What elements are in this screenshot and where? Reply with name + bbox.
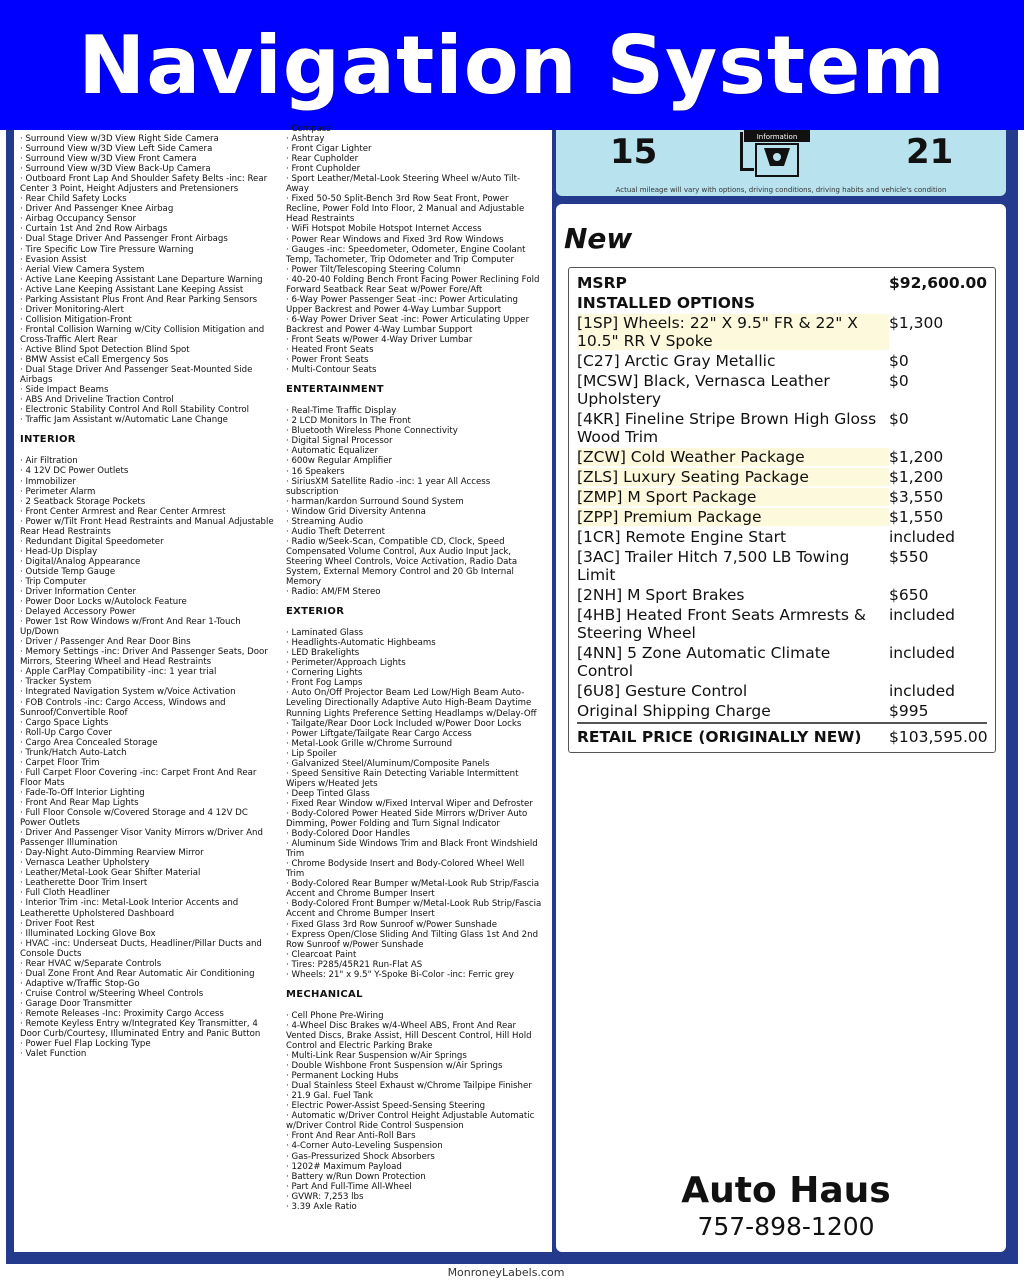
option-row (577, 644, 987, 680)
feature-item: · Dual Stage Driver And Passenger Seat-Mounted Side Airbags (20, 365, 253, 386)
feature-item: · Dual Stage Driver And Passenger Front Airbags (20, 234, 228, 245)
feature-item: · Driver Foot Rest (20, 918, 95, 929)
feature-item: · Vernasca Leather Upholstery (20, 858, 150, 869)
feature-item: · Front Seats w/Power 4-Way Driver Lumbar (286, 334, 473, 345)
feature-item: · Audio Theft Deterrent (286, 526, 385, 537)
option-row (577, 586, 987, 604)
feature-item: · Lip Spoiler (286, 748, 337, 759)
option-row (577, 702, 987, 720)
feature-item: · Real-Time Traffic Display (286, 406, 397, 417)
feature-item: · Battery w/Run Down Protection (286, 1171, 426, 1182)
feature-item: · 4 12V DC Power Outlets (20, 466, 129, 477)
features-column-1 (20, 134, 276, 1059)
feature-item: · Fixed 50-50 Split-Bench 3rd Row Seat Front, Power Recline, Power Fold Into Floor, 2 Manual and Adjustable Head Restraints (286, 194, 525, 225)
dealer-name: Auto Haus (681, 1170, 891, 1211)
retail-value: $103,595.00 (889, 728, 988, 746)
safety-list (20, 134, 276, 425)
feature-item: · Electronic Stability Control And Roll Stability Control (20, 405, 250, 416)
feature-item: · Illuminated Locking Glove Box (20, 928, 156, 939)
feature-item: · Gauges -inc: Speedometer, Odometer, Engine Coolant Temp, Tachometer, Trip Odometer and Trip Computer (286, 244, 526, 265)
feature-item: · Power Fuel Flap Locking Type (20, 1039, 151, 1050)
feature-item: · Frontal Collision Warning w/City Collision Mitigation and Cross-Traffic Alert Rear (20, 324, 265, 345)
option-price: $1,200 (889, 448, 944, 466)
feature-item: · Compass (286, 124, 331, 134)
feature-item: · Deep Tinted Glass (286, 788, 370, 799)
feature-item: · Driver Monitoring-Alert (20, 304, 124, 315)
feature-item: · Express Open/Close Sliding And Tilting Glass 1st And 2nd Row Sunroof w/Power Sunshade (286, 929, 539, 950)
feature-item: · Power Front Seats (286, 355, 369, 366)
feature-item: · Automatic Equalizer (286, 446, 378, 457)
option-price: $0 (889, 352, 909, 370)
feature-item: · 2 LCD Monitors In The Front (286, 416, 411, 427)
option-row (577, 352, 987, 370)
feature-item: · Cargo Space Lights (20, 717, 109, 728)
feature-item: · Surround View w/3D View Right Side Camera (20, 134, 219, 144)
feature-item: · 6-Way Power Driver Seat -inc: Power Articulating Upper Backrest and Power 4-Way Lumbar Support (286, 314, 530, 335)
options-list (577, 314, 987, 720)
feature-item: · HVAC -inc: Underseat Ducts, Headliner/Pillar Ducts and Console Ducts (20, 938, 262, 959)
pricing-panel (556, 204, 1006, 1252)
feature-item: · Day-Night Auto-Dimming Rearview Mirror (20, 848, 204, 859)
feature-item: · Perimeter Alarm (20, 486, 96, 497)
feature-item: · Multi-Contour Seats (286, 365, 377, 376)
feature-item: · Curtain 1st And 2nd Row Airbags (20, 224, 168, 235)
feature-item: · Memory Settings -inc: Driver And Passenger Seats, Door Mirrors, Steering Wheel and Head Restraints (20, 647, 268, 668)
feature-item: · Trunk/Hatch Auto-Latch (20, 747, 127, 758)
feature-item: · Galvanized Steel/Aluminum/Composite Panels (286, 758, 490, 769)
feature-item: · 40-20-40 Folding Bench Front Facing Power Reclining Fold Forward Seatback Rear Seat w/Power Fore/Aft (286, 274, 540, 295)
option-price: included (889, 682, 955, 700)
option-row (577, 314, 987, 350)
feature-item: · Interior Trim -inc: Metal-Look Interior Accents and Leatherette Upholstered Dashboard (20, 898, 239, 919)
msrp-label: MSRP (577, 274, 627, 292)
feature-item: · Streaming Audio (286, 516, 364, 527)
feature-item: · Multi-Link Rear Suspension w/Air Springs (286, 1051, 467, 1062)
feature-item: · Chrome Bodyside Insert and Body-Colored Wheel Well Trim (286, 859, 525, 880)
feature-item: · Body-Colored Front Bumper w/Metal-Look Rub Strip/Fascia Accent and Chrome Bumper Insert (286, 899, 542, 920)
feature-item: · Cell Phone Pre-Wiring (286, 1010, 384, 1021)
option-label: [1SP] Wheels: 22" X 9.5" FR & 22" X 10.5" RR V Spoke (577, 314, 889, 350)
interior-cont-list (286, 124, 542, 375)
feature-item: · Full Floor Console w/Covered Storage and 4 12V DC Power Outlets (20, 808, 248, 829)
feature-item: · Heated Front Seats (286, 345, 374, 356)
feature-item: · ABS And Driveline Traction Control (20, 395, 174, 406)
option-price: $0 (889, 410, 909, 428)
feature-item: · Remote Keyless Entry w/Integrated Key Transmitter, 4 Door Curb/Courtesy, Illuminated Entry and Panic Button (20, 1019, 261, 1040)
msrp-value: $92,600.00 (889, 274, 988, 292)
feature-item: · Cargo Area Concealed Storage (20, 737, 158, 748)
option-label: [4KR] Fineline Stripe Brown High Gloss Wood Trim (577, 410, 877, 446)
option-price: $650 (889, 586, 929, 604)
condition-label: New (564, 222, 633, 255)
fuel-economy-box (556, 130, 1006, 196)
feature-item: · Radio: AM/FM Stereo (286, 587, 381, 598)
feature-item: · Cornering Lights (286, 668, 363, 679)
feature-item: · SiriusXM Satellite Radio -inc: 1 year All Access subscription (286, 476, 491, 497)
feature-item: · Driver And Passenger Visor Vanity Mirrors w/Driver And Passenger Illumination (20, 828, 263, 849)
feature-item: · Full Carpet Floor Covering -inc: Carpet Front And Rear Floor Mats (20, 767, 257, 788)
option-label: [C27] Arctic Gray Metallic (577, 352, 776, 370)
feature-item: · Dual Stainless Steel Exhaust w/Chrome Tailpipe Finisher (286, 1081, 532, 1092)
highway-mpg: 21 (906, 132, 954, 172)
feature-item: · Double Wishbone Front Suspension w/Air Springs (286, 1061, 503, 1072)
entertainment-heading: ENTERTAINMENT (286, 384, 384, 396)
feature-item: · Fixed Rear Window w/Fixed Interval Wiper and Defroster (286, 798, 533, 809)
feature-item: · Air Filtration (20, 456, 78, 467)
feature-item: · 3.39 Axle Ratio (286, 1201, 357, 1212)
option-row (577, 488, 987, 506)
option-price: $1,550 (889, 508, 944, 526)
option-label: [6U8] Gesture Control (577, 682, 748, 700)
feature-item: · Delayed Accessory Power (20, 607, 136, 618)
feature-item: · Driver Information Center (20, 587, 137, 598)
feature-item: · Front Center Armrest and Rear Center Armrest (20, 506, 226, 517)
banner-title: Navigation System (78, 18, 946, 112)
option-row (577, 410, 987, 446)
installed-options-heading-row (577, 294, 987, 312)
option-label: [4HB] Heated Front Seats Armrests & Steering Wheel (577, 606, 866, 642)
feature-item: · Part And Full-Time All-Wheel (286, 1181, 412, 1192)
feature-item: · Aluminum Side Windows Trim and Black Front Windshield Trim (286, 839, 538, 860)
feature-item: · Perimeter/Approach Lights (286, 658, 406, 669)
feature-item: · Front And Rear Map Lights (20, 798, 139, 808)
feature-item: · Automatic w/Driver Control Height Adjustable Automatic w/Driver Control Ride Control Suspension (286, 1111, 535, 1132)
msrp-row (577, 274, 987, 292)
feature-item: · 4-Corner Auto-Leveling Suspension (286, 1141, 443, 1152)
feature-item: · harman/kardon Surround Sound System (286, 496, 464, 507)
feature-item: · BMW Assist eCall Emergency Sos (20, 355, 169, 366)
feature-item: · Active Lane Keeping Assistant Lane Departure Warning (20, 274, 263, 285)
entertainment-list (286, 406, 542, 597)
feature-item: · Valet Function (20, 1049, 87, 1060)
feature-item: · 1202# Maximum Payload (286, 1161, 402, 1172)
feature-item: · Remote Releases -Inc: Proximity Cargo Access (20, 1008, 224, 1019)
feature-item: · Leather/Metal-Look Gear Shifter Material (20, 868, 201, 879)
feature-item: · Trip Computer (20, 576, 87, 587)
feature-item: · Body-Colored Power Heated Side Mirrors w/Driver Auto Dimming, Power Folding and Turn Signal Indicator (286, 809, 528, 830)
feature-item: · Front And Rear Anti-Roll Bars (286, 1131, 416, 1142)
installed-options-heading: INSTALLED OPTIONS (577, 294, 756, 312)
feature-item: · Redundant Digital Speedometer (20, 536, 164, 547)
feature-item: · Full Cloth Headliner (20, 888, 110, 899)
interior-list (20, 456, 276, 1059)
option-label: [2NH] M Sport Brakes (577, 586, 745, 604)
feature-item: · Power w/Tilt Front Head Restraints and Manual Adjustable Rear Head Restraints (20, 516, 274, 537)
feature-item: · LED Brakelights (286, 648, 360, 659)
feature-item: · Tracker System (20, 677, 92, 688)
feature-item: · Evasion Assist (20, 254, 87, 265)
option-row (577, 372, 987, 408)
feature-item: · Ashtray (286, 134, 325, 145)
option-label: Original Shipping Charge (577, 702, 771, 720)
feature-item: · Speed Sensitive Rain Detecting Variable Intermittent Wipers w/Heated Jets (286, 768, 519, 789)
feature-item: · FOB Controls -inc: Cargo Access, Windows and Sunroof/Convertible Roof (20, 697, 226, 718)
option-price: $0 (889, 372, 909, 390)
feature-item: · Bluetooth Wireless Phone Connectivity (286, 426, 458, 437)
dealer-phone: 757-898-1200 (697, 1212, 875, 1241)
feature-item: · Driver / Passenger And Rear Door Bins (20, 637, 191, 648)
feature-item: · 6-Way Power Passenger Seat -inc: Power Articulating Upper Backrest and Power 4-Way Lumbar Support (286, 294, 518, 315)
option-label: [1CR] Remote Engine Start (577, 528, 787, 546)
feature-item: · Metal-Look Grille w/Chrome Surround (286, 738, 453, 749)
feature-item: · Front Cigar Lighter (286, 144, 372, 155)
feature-item: · Surround View w/3D View Front Camera (20, 154, 197, 165)
feature-item: · Outboard Front Lap And Shoulder Safety Belts -inc: Rear Center 3 Point, Height Adjusters and Pretensioners (20, 174, 268, 195)
feature-item: · Adaptive w/Traffic Stop-Go (20, 978, 140, 989)
exterior-list (286, 628, 542, 980)
feature-item: · Roll-Up Cargo Cover (20, 727, 112, 738)
feature-item: · Power Liftgate/Tailgate Rear Cargo Access (286, 728, 472, 739)
feature-item: · Cruise Control w/Steering Wheel Controls (20, 988, 204, 999)
fuel-pump-icon (736, 130, 816, 178)
mechanical-heading: MECHANICAL (286, 988, 363, 1000)
option-price: $1,300 (889, 314, 944, 332)
features-column-2 (286, 124, 542, 1212)
feature-item: · Digital Signal Processor (286, 436, 393, 447)
exterior-heading: EXTERIOR (286, 606, 345, 618)
feature-item: · Driver And Passenger Knee Airbag (20, 204, 174, 215)
city-mpg: 15 (610, 132, 658, 172)
feature-item: · Parking Assistant Plus Front And Rear Parking Sensors (20, 294, 258, 305)
feature-item: · Body-Colored Rear Bumper w/Metal-Look Rub Strip/Fascia Accent and Chrome Bumper Insert (286, 879, 540, 900)
mechanical-list (286, 1011, 542, 1212)
feature-item: · Head-Up Display (20, 546, 98, 557)
feature-item: · Radio w/Seek-Scan, Compatible CD, Clock, Speed Compensated Volume Control, Aux Audio Input Jack, Steering Wheel Controls, Voice Activation, Radio Data System, External Memory Control and 20 Gb Internal Memory (286, 536, 518, 588)
feature-item: · Power Tilt/Telescoping Steering Column (286, 264, 461, 275)
feature-item: · Digital/Analog Appearance (20, 556, 141, 567)
feature-item: · Power 1st Row Windows w/Front And Rear 1-Touch Up/Down (20, 617, 241, 638)
option-label: [MCSW] Black, Vernasca Leather Upholstery (577, 372, 830, 408)
interior-heading: INTERIOR (20, 434, 76, 446)
feature-item: · Rear HVAC w/Separate Controls (20, 958, 162, 969)
option-row (577, 448, 987, 466)
feature-item: · Gas-Pressurized Shock Absorbers (286, 1151, 435, 1162)
feature-item: · Carpet Floor Trim (20, 757, 100, 768)
feature-item: · Wheels: 21" x 9.5" Y-Spoke Bi-Color -inc: Ferric grey (286, 969, 514, 980)
feature-item: · Outside Temp Gauge (20, 566, 116, 577)
option-row (577, 606, 987, 642)
title-banner (0, 0, 1024, 130)
feature-item: · Window Grid Diversity Antenna (286, 506, 426, 517)
feature-item: · Airbag Occupancy Sensor (20, 214, 136, 225)
features-panel (14, 124, 552, 1252)
option-row (577, 508, 987, 526)
option-price: included (889, 606, 955, 624)
feature-item: · Tire Specific Low Tire Pressure Warning (20, 244, 194, 255)
feature-item: · Active Lane Keeping Assistant Lane Keeping Assist (20, 284, 244, 295)
option-row (577, 548, 987, 584)
feature-item: · Immobilizer (20, 476, 76, 487)
retail-row (577, 722, 987, 746)
option-price: included (889, 644, 955, 662)
feature-item: · Active Blind Spot Detection Blind Spot (20, 344, 190, 355)
feature-item: · Laminated Glass (286, 628, 364, 639)
option-label: [ZPP] Premium Package (577, 508, 889, 526)
feature-item: · 4-Wheel Disc Brakes w/4-Wheel ABS, Front And Rear Vented Discs, Brake Assist, Hill Descent Control, Hill Hold Control and Electric Parking Brake (286, 1020, 532, 1051)
option-row (577, 682, 987, 700)
option-price: included (889, 528, 955, 546)
feature-item: · Sport Leather/Metal-Look Steering Wheel w/Auto Tilt-Away (286, 174, 521, 195)
feature-item: · 16 Speakers (286, 466, 345, 477)
feature-item: · Traffic Jam Assistant w/Automatic Lane Change (20, 415, 228, 426)
feature-item: · Leatherette Door Trim Insert (20, 878, 148, 889)
option-price: $3,550 (889, 488, 944, 506)
feature-item: · Garage Door Transmitter (20, 998, 133, 1009)
feature-item: · Body-Colored Door Handles (286, 829, 411, 840)
feature-item: · Dual Zone Front And Rear Automatic Air Conditioning (20, 968, 255, 979)
feature-item: · Tires: P285/45R21 Run-Flat AS (286, 959, 423, 970)
feature-item: · Rear Child Safety Locks (20, 194, 127, 205)
retail-label: RETAIL PRICE (ORIGINALLY NEW) (577, 728, 862, 746)
feature-item: · Power Rear Windows and Fixed 3rd Row Windows (286, 234, 504, 245)
feature-item: · Fixed Glass 3rd Row Sunroof w/Power Sunshade (286, 919, 497, 930)
feature-item: · WiFi Hotspot Mobile Hotspot Internet Access (286, 224, 482, 235)
feature-item: · Fade-To-Off Interior Lighting (20, 787, 145, 798)
feature-item: · Power Door Locks w/Autolock Feature (20, 597, 187, 608)
options-box (568, 267, 996, 753)
option-label: [ZCW] Cold Weather Package (577, 448, 889, 466)
option-label: [3AC] Trailer Hitch 7,500 LB Towing Limit (577, 548, 850, 584)
feature-item: · Surround View w/3D View Back-Up Camera (20, 164, 211, 175)
feature-item: · GVWR: 7,253 lbs (286, 1191, 364, 1202)
feature-item: · Electric Power-Assist Speed-Sensing Steering (286, 1101, 486, 1112)
option-label: [ZLS] Luxury Seating Package (577, 468, 889, 486)
feature-item: · Surround View w/3D View Left Side Camera (20, 144, 213, 155)
feature-item: · Tailgate/Rear Door Lock Included w/Power Door Locks (286, 718, 522, 729)
feature-item: · 600w Regular Amplifier (286, 456, 393, 467)
feature-item: · Side Impact Beams (20, 385, 109, 396)
feature-item: · Collision Mitigation-Front (20, 314, 132, 325)
feature-item: · Headlights-Automatic Highbeams (286, 638, 436, 649)
feature-item: · Permanent Locking Hubs (286, 1071, 399, 1082)
feature-item: · Aerial View Camera System (20, 264, 145, 275)
feature-item: · Apple CarPlay Compatibility -inc: 1 year trial (20, 667, 217, 678)
option-price: $1,200 (889, 468, 944, 486)
feature-item: · Auto On/Off Projector Beam Led Low/High Beam Auto-Leveling Directionally Adaptive Auto High-Beam Daytime Running Lights Preference Setting Headlamps w/Delay-Off (286, 688, 537, 719)
mileage-note: Actual mileage will vary with options, driving conditions, driving habits and vehicle's condition (615, 186, 947, 194)
option-price: $995 (889, 702, 929, 720)
feature-item: · Clearcoat Paint (286, 949, 357, 960)
pump-label: Information (756, 133, 798, 141)
feature-item: · Front Fog Lamps (286, 678, 363, 689)
feature-item: · Front Cupholder (286, 164, 361, 175)
feature-item: · Integrated Navigation System w/Voice Activation (20, 687, 236, 698)
footer-site: MonroneyLabels.com (447, 1266, 565, 1279)
feature-item: · 2 Seatback Storage Pockets (20, 496, 146, 507)
feature-item: · Rear Cupholder (286, 154, 359, 165)
option-row (577, 528, 987, 546)
option-price: $550 (889, 548, 929, 566)
option-label: [ZMP] M Sport Package (577, 488, 889, 506)
option-label: [4NN] 5 Zone Automatic Climate Control (577, 644, 831, 680)
option-row (577, 468, 987, 486)
feature-item: · 21.9 Gal. Fuel Tank (286, 1091, 373, 1102)
